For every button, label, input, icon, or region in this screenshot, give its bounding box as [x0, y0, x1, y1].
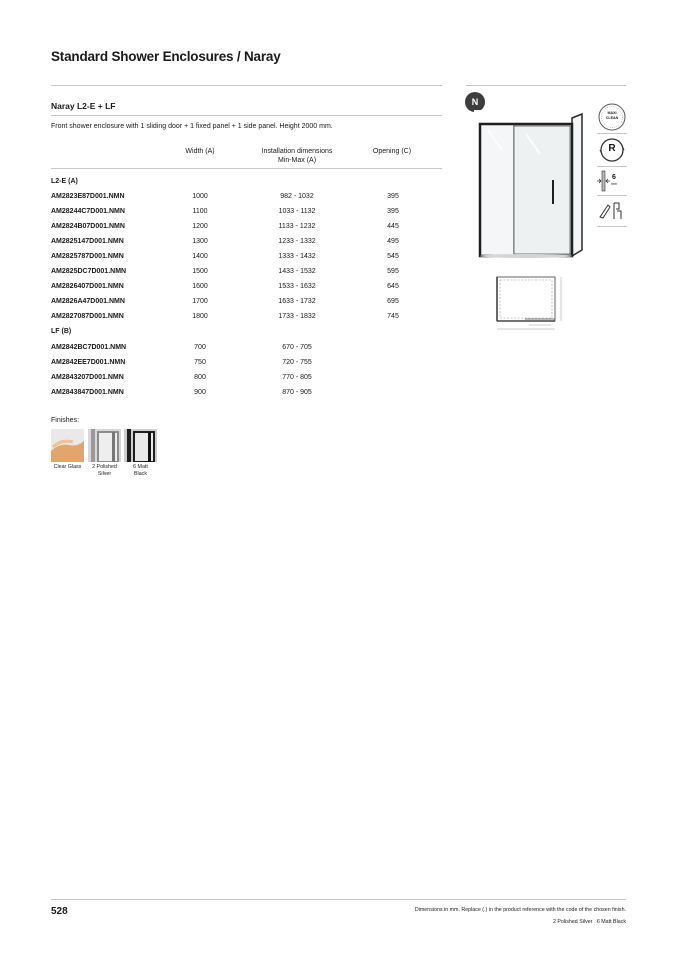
install-value: 770 - 805	[282, 374, 312, 381]
finish-label-line: 2 Polished	[92, 464, 117, 470]
width-value: 900	[194, 389, 206, 396]
icon-divider	[597, 133, 627, 134]
finish-label-line: 6 Matt	[133, 464, 148, 470]
install-value: 1033 - 1132	[278, 208, 316, 215]
width-value: 800	[194, 374, 206, 381]
width-value: 1600	[192, 283, 208, 290]
opening-value: 695	[387, 298, 399, 305]
width-value: 700	[194, 344, 206, 351]
finish-label	[49, 464, 86, 471]
opening-value: 495	[387, 238, 399, 245]
width-value: 1000	[192, 193, 208, 200]
install-value: 1133 - 1232	[278, 223, 316, 230]
maxi-clean-icon	[597, 102, 627, 132]
opening-value: 595	[387, 268, 399, 275]
width-value: 1800	[192, 313, 208, 320]
width-value: 1400	[192, 253, 208, 260]
product-reference: AM2824B07D001.NMN	[51, 223, 125, 230]
finish-swatch-matt-black	[124, 429, 157, 462]
width-value: 1200	[192, 223, 208, 230]
header-divider	[51, 85, 442, 86]
reversible-letter: R	[608, 143, 616, 154]
installation-tools-icon	[597, 199, 627, 223]
install-value: 720 - 755	[282, 359, 312, 366]
page-title: Standard Shower Enclosures / Naray	[51, 49, 281, 64]
finish-label-line: Clear Glass	[53, 464, 82, 470]
footer-note: Dimensions in mm. Replace (.) in the product reference with the code of the chosen finish.	[414, 907, 626, 913]
col-header-install-line2: Min-Max (A)	[277, 157, 317, 164]
opening-value: 545	[387, 253, 399, 260]
product-description: Front shower enclosure with 1 sliding door + 1 fixed panel + 1 side panel. Height 2000 mm.	[51, 123, 333, 130]
product-reference: AM2823E87D001.NMN	[51, 193, 125, 200]
footer-divider	[51, 899, 626, 900]
product-reference: AM2826A47D001.NMN	[51, 298, 125, 305]
product-reference: AM2825147D001.NMN	[51, 238, 124, 245]
glass-thickness-value: 6	[612, 174, 616, 181]
product-divider	[51, 115, 442, 116]
opening-value: 745	[387, 313, 399, 320]
install-value: 982 - 1032	[280, 193, 314, 200]
product-reference: AM2843847D001.NMN	[51, 389, 124, 396]
icon-divider	[597, 195, 627, 196]
footer-finish-codes: 2 Polished Silver 6 Matt Black	[552, 919, 626, 925]
finish-label	[86, 464, 123, 478]
product-reference: AM28244C7D001.NMN	[51, 208, 125, 215]
new-badge: N	[465, 92, 485, 112]
glass-thickness-unit: mm	[611, 182, 617, 186]
product-reference: AM2825DC7D001.NMN	[51, 268, 127, 275]
width-value: 1100	[192, 208, 208, 215]
col-header-opening: Opening (C)	[372, 148, 412, 155]
opening-value: 395	[387, 193, 399, 200]
install-value: 1733 - 1832	[278, 313, 316, 320]
width-value: 1500	[192, 268, 208, 275]
product-name: Naray L2-E + LF	[51, 101, 116, 111]
reversible-icon	[597, 137, 627, 163]
maxi-clean-text-1: MAXI	[607, 111, 617, 115]
icon-divider	[597, 226, 627, 227]
icon-divider	[597, 166, 627, 167]
install-value: 1333 - 1432	[278, 253, 316, 260]
finish-label-line: Black	[134, 471, 147, 477]
opening-value: 645	[387, 283, 399, 290]
width-value: 1700	[192, 298, 208, 305]
finishes-label: Finishes:	[51, 417, 80, 424]
install-value: 1433 - 1532	[278, 268, 316, 275]
product-reference: AM2827087D001.NMN	[51, 313, 124, 320]
finish-swatch-polished-silver	[88, 429, 121, 462]
col-header-width: Width (A)	[185, 148, 215, 155]
glass-thickness-icon	[597, 170, 627, 192]
product-reference: AM2825787D001.NMN	[51, 253, 124, 260]
install-value: 1233 - 1332	[278, 238, 316, 245]
width-value: 750	[194, 359, 206, 366]
product-photo	[474, 110, 586, 258]
install-value: 870 - 905	[282, 389, 312, 396]
opening-value: 395	[387, 208, 399, 215]
group-label-l2e: L2-E (A)	[51, 178, 78, 185]
product-reference: AM2826407D001.NMN	[51, 283, 124, 290]
group-label-lf: LF (B)	[51, 328, 72, 335]
technical-drawing	[495, 271, 570, 335]
col-header-install	[237, 147, 357, 165]
width-value: 1300	[192, 238, 208, 245]
install-value: 1633 - 1732	[278, 298, 316, 305]
maxi-clean-text-2: CLEAN	[605, 115, 619, 120]
page-number: 528	[51, 906, 68, 917]
table-header-divider	[51, 168, 442, 169]
install-value: 1533 - 1632	[278, 283, 316, 290]
opening-value: 445	[387, 223, 399, 230]
product-reference: AM2843207D001.NMN	[51, 374, 124, 381]
finish-label	[122, 464, 159, 478]
finish-label-line: Silver	[97, 471, 112, 477]
product-reference: AM2842BC7D001.NMN	[51, 344, 127, 351]
col-header-install-line1: Installation dimensions	[261, 148, 333, 155]
finish-swatch-clear-glass	[51, 429, 84, 462]
install-value: 670 - 705	[282, 344, 312, 351]
product-reference: AM2842EE7D001.NMN	[51, 359, 126, 366]
header-divider-right	[466, 85, 626, 86]
